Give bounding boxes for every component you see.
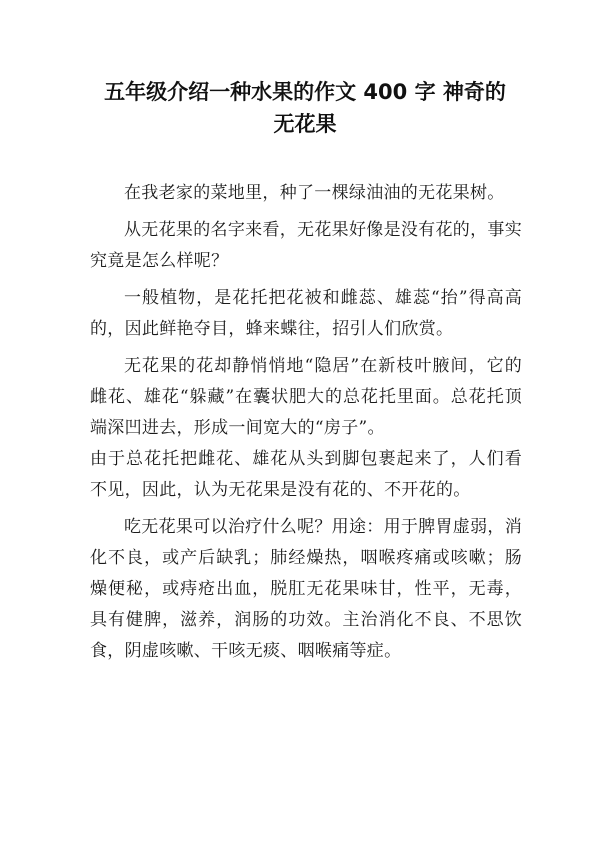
paragraph-3: 一般植物，是花托把花被和雌蕊、雄蕊“抬”得高高的，因此鲜艳夺目，蜂来蝶往，招引人们欣赏。: [90, 288, 522, 339]
document-title: 五年级介绍一种水果的作文 400 字 神奇的无花果: [104, 80, 506, 136]
paragraph-2: 从无花果的名字来看，无花果好像是没有花的，事实究竟是怎么样呢？: [90, 220, 522, 271]
paragraph-5: 由于总花托把雌花、雄花从头到脚包裹起来了，人们看不见，因此，认为无花果是没有花的、不开花的。: [90, 449, 522, 500]
paragraph-1: 在我老家的菜地里，种了一棵绿油油的无花果树。: [124, 183, 505, 203]
paragraph-6: 吃无花果可以治疗什么呢？用途：用于脾胃虚弱，消化不良，或产后缺乳；肺经燥热，咽喉疼痛或咳嗽；肠燥便秘，或痔疮出血，脱肛无花果味甘，性平，无毒，具有健脾，滋养，润肠的功效。主治消化不良、不思饮食，阴虚咳嗽、干咳无痰、咽喉痛等症。: [90, 517, 522, 661]
paragraph-4: 无花果的花却静悄悄地“隐居”在新枝叶腋间，它的雌花、雄花“躲藏”在囊状肥大的总花托里面。总花托顶端深凹进去，形成一间宽大的“房子”。: [90, 356, 522, 438]
document-body: [90, 178, 522, 673]
